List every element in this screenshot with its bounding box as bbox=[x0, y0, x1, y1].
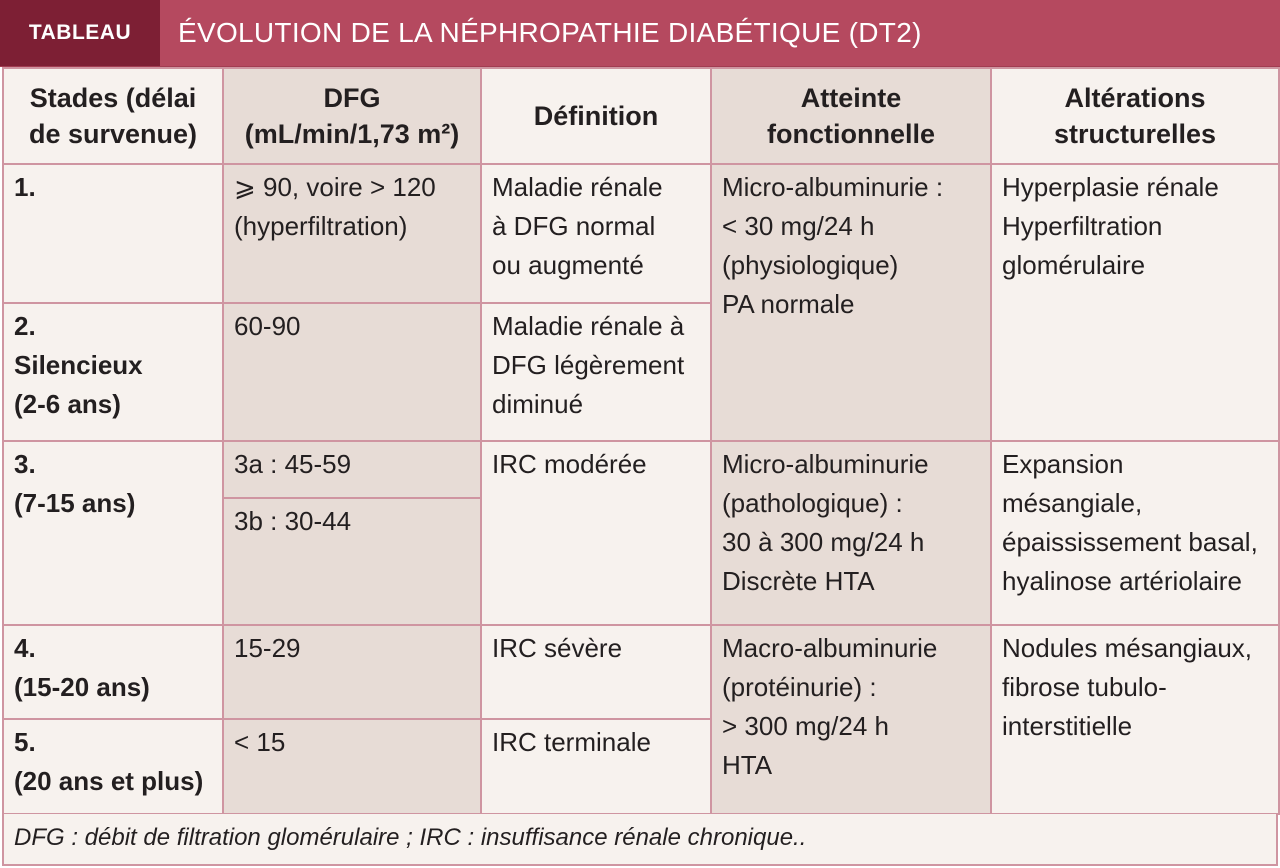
table-header-band bbox=[0, 0, 1280, 67]
col-header-dfg: DFG (mL/min/1,73 m²) bbox=[223, 68, 481, 164]
definition-stage-3: IRC modérée bbox=[492, 449, 647, 479]
dfg-cell bbox=[223, 498, 481, 625]
definition-cell bbox=[481, 625, 711, 719]
definition-cell bbox=[481, 164, 711, 303]
structurelle-stage-3: Expansion mésangiale, épaississement basal, hyalinose artériolaire bbox=[1002, 449, 1258, 596]
dfg-stage-1: ⩾ 90, voire > 120 (hyperfiltration) bbox=[234, 172, 436, 241]
definition-cell bbox=[481, 303, 711, 441]
table-title: ÉVOLUTION DE LA NÉPHROPATHIE DIABÉTIQUE (DT2) bbox=[178, 17, 922, 48]
structurelle-cell bbox=[991, 441, 1279, 625]
dfg-cell bbox=[223, 441, 481, 498]
dfg-stage-3b: 3b : 30-44 bbox=[234, 506, 352, 536]
definition-stage-4: IRC sévère bbox=[492, 633, 623, 663]
structurelle-stages-4-5: Nodules mésangiaux, fibrose tubulo- interstitielle bbox=[1002, 633, 1253, 741]
table-row bbox=[3, 164, 1279, 303]
stage-cell bbox=[3, 625, 223, 719]
stage-cell bbox=[3, 441, 223, 625]
table-tag-label: TABLEAU bbox=[0, 0, 160, 66]
structurelle-stages-1-2: Hyperplasie rénale Hyperfiltration glomérulaire bbox=[1002, 172, 1219, 280]
col-header-alterations: Altérations structurelles bbox=[991, 68, 1279, 164]
dfg-cell bbox=[223, 625, 481, 719]
definition-stage-5: IRC terminale bbox=[492, 727, 651, 757]
stage-1-label: 1. bbox=[14, 172, 36, 202]
structurelle-cell bbox=[991, 625, 1279, 814]
stage-cell bbox=[3, 164, 223, 303]
dfg-cell bbox=[223, 303, 481, 441]
definition-stage-2: Maladie rénale à DFG légèrement diminué bbox=[492, 311, 685, 419]
definition-cell bbox=[481, 441, 711, 625]
definition-cell bbox=[481, 719, 711, 814]
stage-cell bbox=[3, 303, 223, 441]
table-row bbox=[3, 625, 1279, 719]
stage-4-label: 4. (15-20 ans) bbox=[14, 633, 150, 702]
table-footnote: DFG : débit de filtration glomérulaire ; IRC : insuffisance rénale chronique.. bbox=[2, 814, 1278, 866]
stage-cell bbox=[3, 719, 223, 814]
dfg-stage-2: 60-90 bbox=[234, 311, 301, 341]
fonctionnelle-cell bbox=[711, 164, 991, 441]
col-header-atteinte: Atteinte fonctionnelle bbox=[711, 68, 991, 164]
dfg-stage-5: < 15 bbox=[234, 727, 286, 757]
fonctionnelle-cell bbox=[711, 441, 991, 625]
table-row bbox=[3, 441, 1279, 498]
stage-2-label: 2. Silencieux (2-6 ans) bbox=[14, 311, 143, 419]
dfg-cell bbox=[223, 164, 481, 303]
structurelle-cell bbox=[991, 164, 1279, 441]
header-row bbox=[3, 68, 1279, 164]
dfg-cell bbox=[223, 719, 481, 814]
fonctionnelle-stages-1-2: Micro-albuminurie : < 30 mg/24 h (physiologique) PA normale bbox=[722, 172, 944, 319]
definition-stage-1: Maladie rénale à DFG normal ou augmenté bbox=[492, 172, 663, 280]
stage-5-label: 5. (20 ans et plus) bbox=[14, 727, 204, 796]
nephropathy-table bbox=[2, 67, 1280, 815]
fonctionnelle-stages-4-5: Macro-albuminurie (protéinurie) : > 300 mg/24 h HTA bbox=[722, 633, 938, 780]
col-header-stades: Stades (délai de survenue) bbox=[3, 68, 223, 164]
dfg-stage-4: 15-29 bbox=[234, 633, 301, 663]
dfg-stage-3a: 3a : 45-59 bbox=[234, 449, 352, 479]
fonctionnelle-stage-3: Micro-albuminurie (pathologique) : 30 à 300 mg/24 h Discrète HTA bbox=[722, 449, 929, 596]
col-header-definition: Définition bbox=[481, 68, 711, 164]
fonctionnelle-cell bbox=[711, 625, 991, 814]
stage-3-label: 3. (7-15 ans) bbox=[14, 449, 136, 518]
